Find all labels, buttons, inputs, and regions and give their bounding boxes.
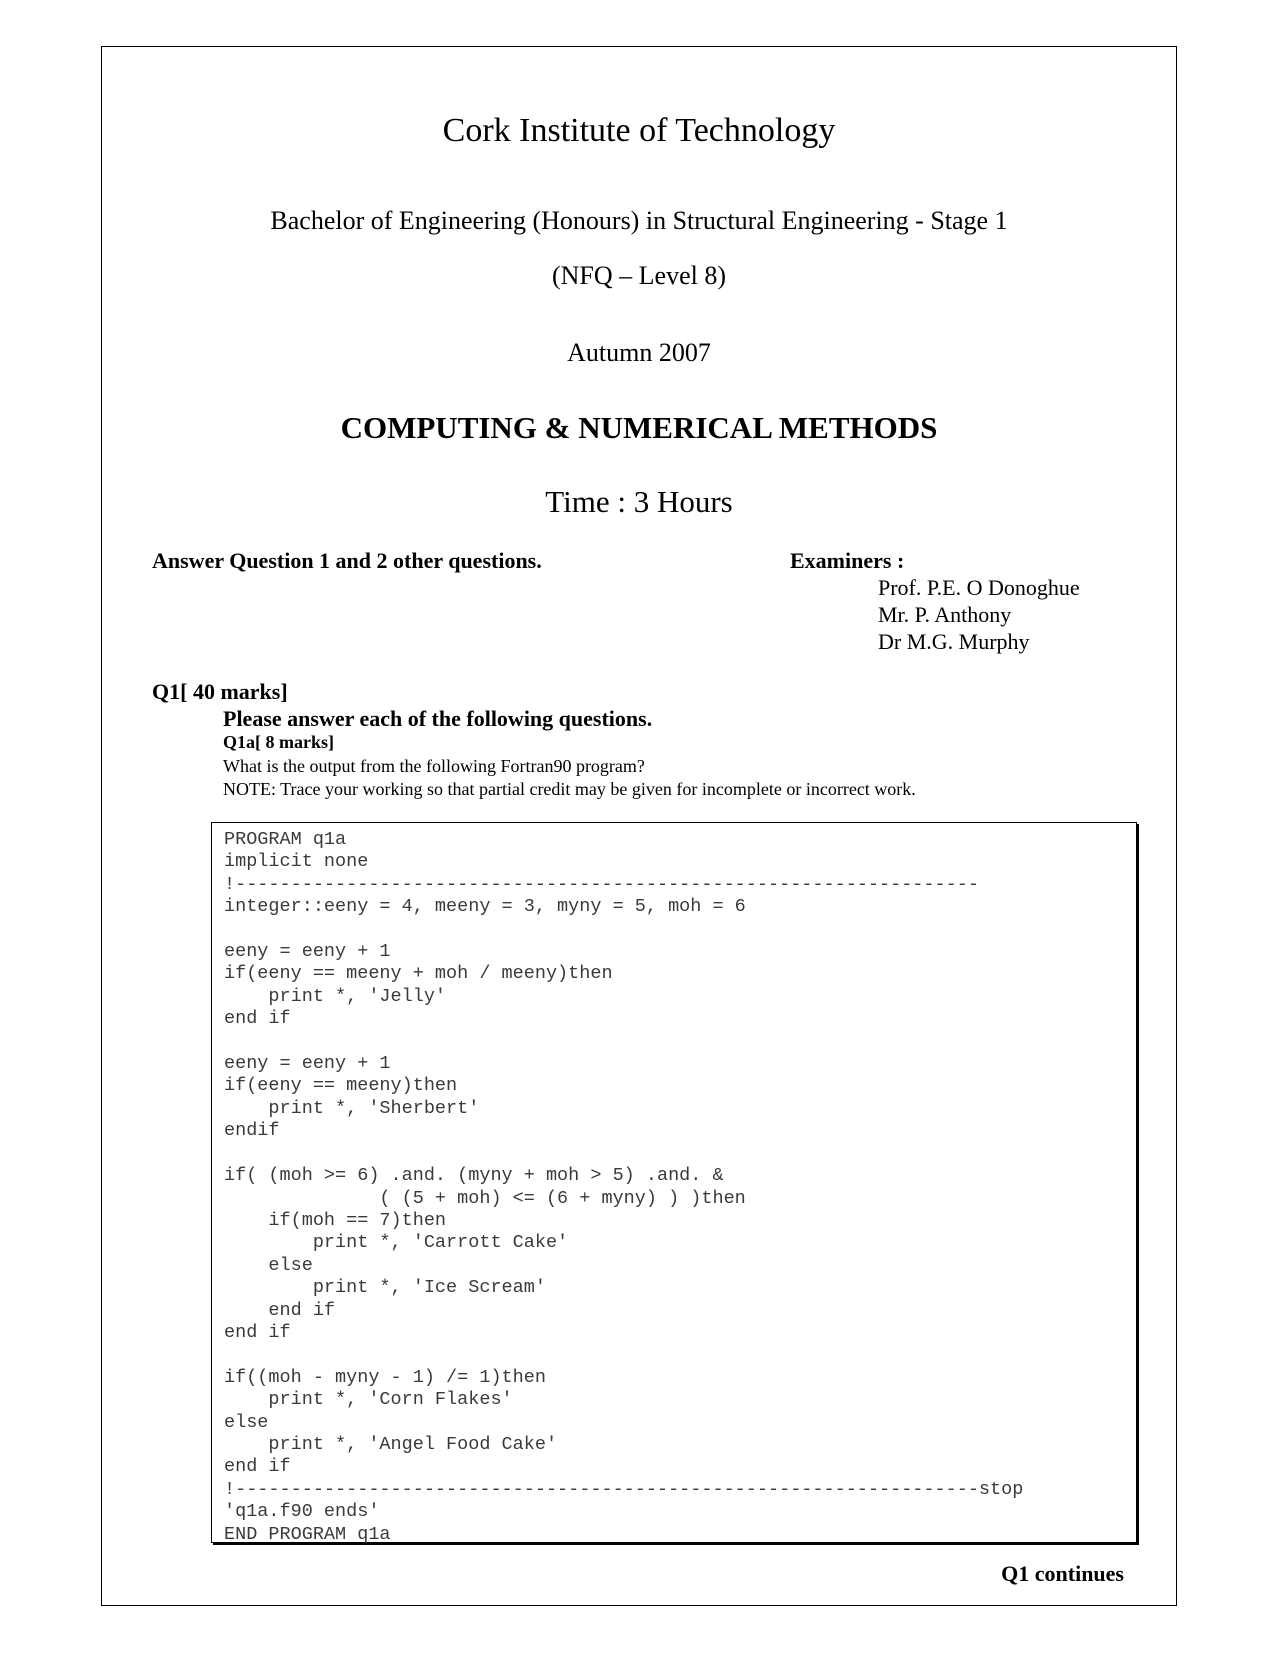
course-title: COMPUTING & NUMERICAL METHODS [340, 410, 938, 445]
examiner-name: Prof. P.E. O Donoghue [878, 575, 1080, 600]
question-instruction: Please answer each of the following questions. [223, 706, 653, 731]
nfq-level: (NFQ – Level 8) [551, 261, 726, 290]
continues-note: Q1 continues [1001, 1561, 1124, 1586]
fortran-code: PROGRAM q1a implicit none !------------------------------------------------------------------- integer::eeny = 4, meeny = 3, myny = 5, moh = 6 eeny = eeny + 1 if(eeny == meeny + moh / meeny)then print *, 'Jelly' end if eeny = eeny + 1 if(eeny == meeny)then print *, 'Sherbert' endif if( (moh >= 6) .and. (myny + moh > 5) .and. & ( (5 + moh) <= (6 + myny) ) )then if(moh == 7)then print *, 'Carrott Cake' else print *, 'Ice Scream' end if end if if((moh - myny - 1) /= 1)then print *, 'Corn Flakes' else print *, 'Angel Food Cake' end if !-------------------------------------------------------------------stop 'q1a.f90 ends' END PROGRAM q1a [224, 829, 1024, 1545]
answer-instructions: Answer Question 1 and 2 other questions. [152, 548, 542, 573]
examiners-list [878, 574, 1080, 655]
question-title: Q1[ 40 marks] [152, 679, 288, 704]
question-prompt [223, 755, 916, 801]
prompt-note: NOTE: Trace your working so that partial credit may be given for incomplete or incorrect work. [223, 779, 916, 799]
exam-duration: Time : 3 Hours [545, 484, 733, 519]
code-listing-box [211, 822, 1137, 1543]
exam-session: Autumn 2007 [567, 338, 711, 367]
question-part-title: Q1a[ 8 marks] [223, 732, 334, 752]
examiners-heading: Examiners : [790, 548, 905, 573]
degree-title: Bachelor of Engineering (Honours) in Structural Engineering - Stage 1 [270, 206, 1008, 235]
examiner-name: Dr M.G. Murphy [878, 629, 1030, 654]
examiner-name: Mr. P. Anthony [878, 602, 1012, 627]
prompt-text: What is the output from the following Fortran90 program? [223, 756, 645, 776]
institution-title: Cork Institute of Technology [442, 112, 836, 149]
